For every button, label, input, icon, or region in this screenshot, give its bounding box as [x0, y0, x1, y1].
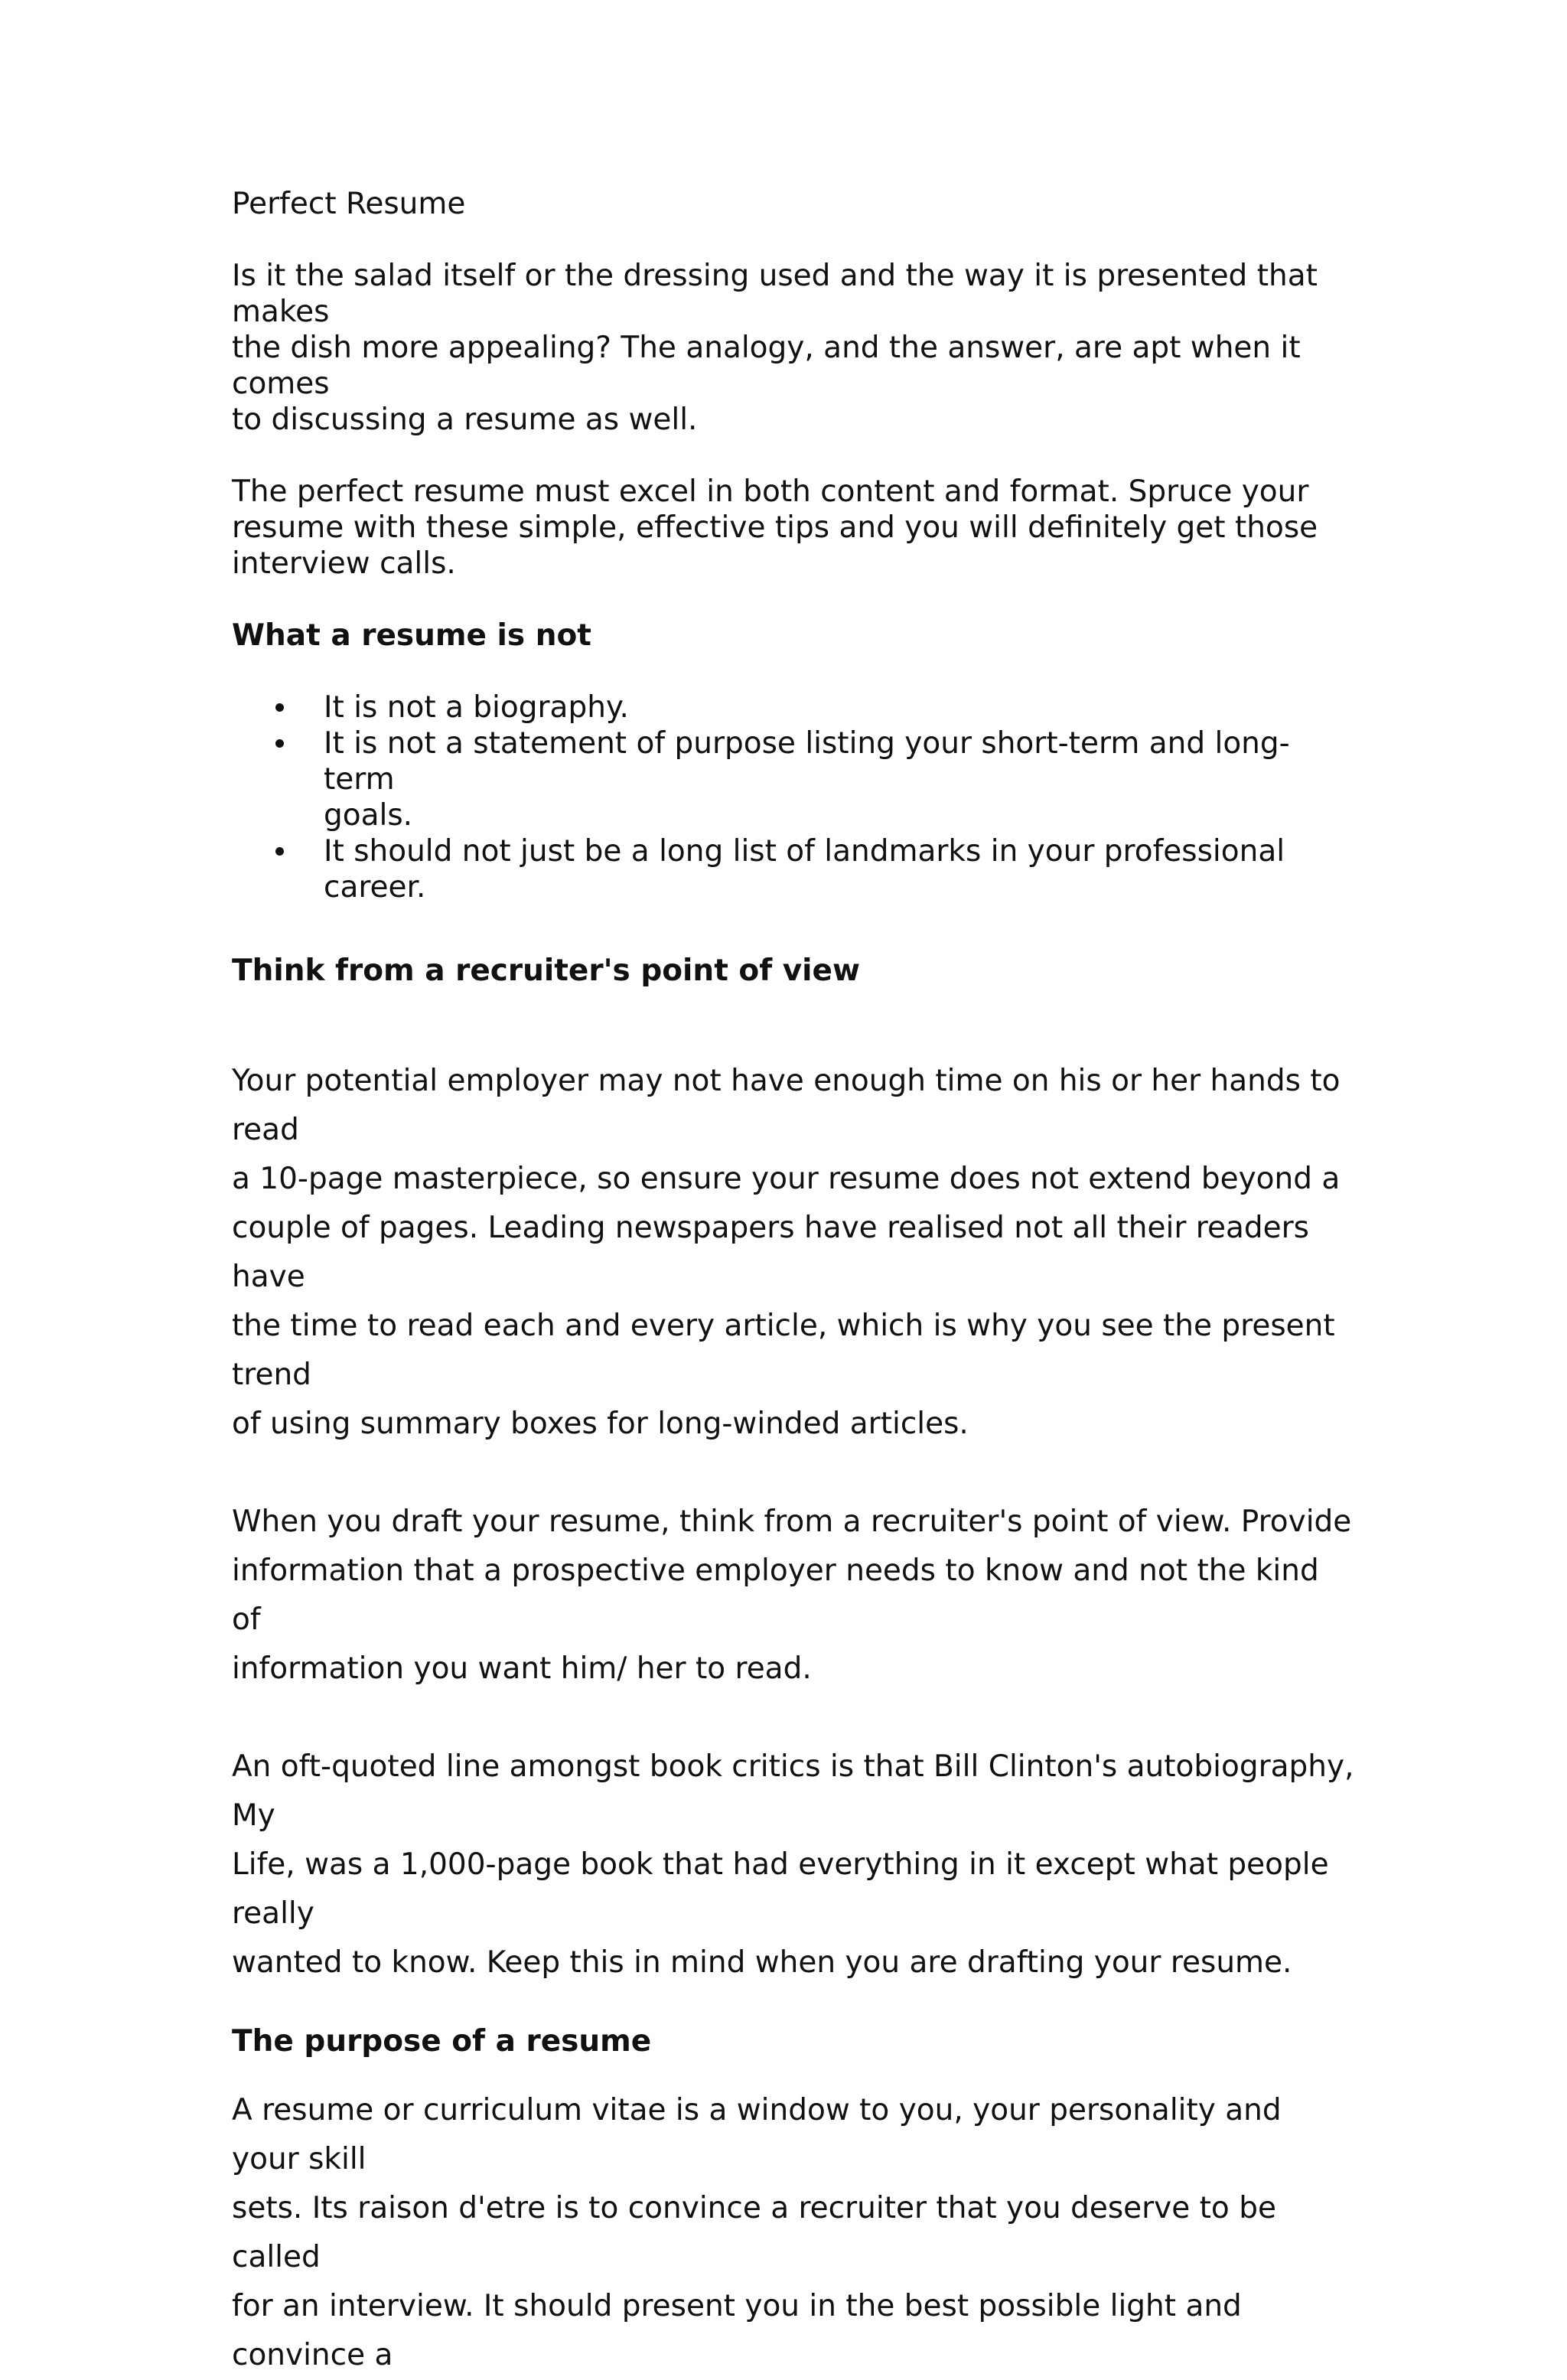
list-item: [232, 833, 1357, 905]
recruiter-paragraph-3: An oft-quoted line amongst book critics is that Bill Clinton's autobiography, My Life, was a 1,000-page book that had everything in it except what people really wanted to know. Keep this in mind when you are drafting your resume.: [232, 1749, 1354, 1980]
bullet-icon: [275, 739, 284, 748]
recruiter-paragraph-2: When you draft your resume, think from a recruiter's point of view. Provide information that a prospective employer needs to know and not the kind of information you want him/ her to read.: [232, 1505, 1352, 1686]
bullet-icon: [275, 703, 284, 712]
document-title: Perfect Resume: [232, 187, 466, 221]
section-heading-purpose: The purpose of a resume: [232, 2024, 652, 2059]
section-heading-recruiter-view: Think from a recruiter's point of view: [232, 954, 861, 988]
list-item-text: It should not just be a long list of landmarks in your professional career.: [324, 834, 1285, 905]
list-item: [232, 725, 1357, 833]
intro-paragraph-2: The perfect resume must excel in both content and format. Spruce your resume with these simple, effective tips and you will definitely get those interview calls.: [232, 474, 1318, 581]
document-body: [232, 186, 1357, 2380]
purpose-paragraph: A resume or curriculum vitae is a window to you, your personality and your skill sets. Its raison d'etre is to convince a recruiter that you deserve to be called for an interview. It should present you in the best possible light and convince a: [232, 2093, 1282, 2372]
list-item-text: It is not a statement of purpose listing your short-term and long-term goals.: [324, 726, 1290, 833]
list-item-text: It is not a biography.: [324, 690, 629, 725]
bullet-list: [232, 690, 1357, 905]
bullet-icon: [275, 847, 284, 856]
list-item: [232, 690, 1357, 725]
section-heading-what-resume-is-not: What a resume is not: [232, 618, 591, 653]
intro-paragraph-1: Is it the salad itself or the dressing used and the way it is presented that makes the dish more appealing? The analogy, and the answer, are apt when it comes to discussing a resume as well.: [232, 259, 1318, 437]
recruiter-paragraph-1: Your potential employer may not have enough time on his or her hands to read a 10-page masterpiece, so ensure your resume does not extend beyond a couple of pages. Leading newspapers have realised not all their readers have the time to read each and every article, which is why you see the present trend of using summary boxes for long-winded articles.: [232, 1064, 1341, 1441]
